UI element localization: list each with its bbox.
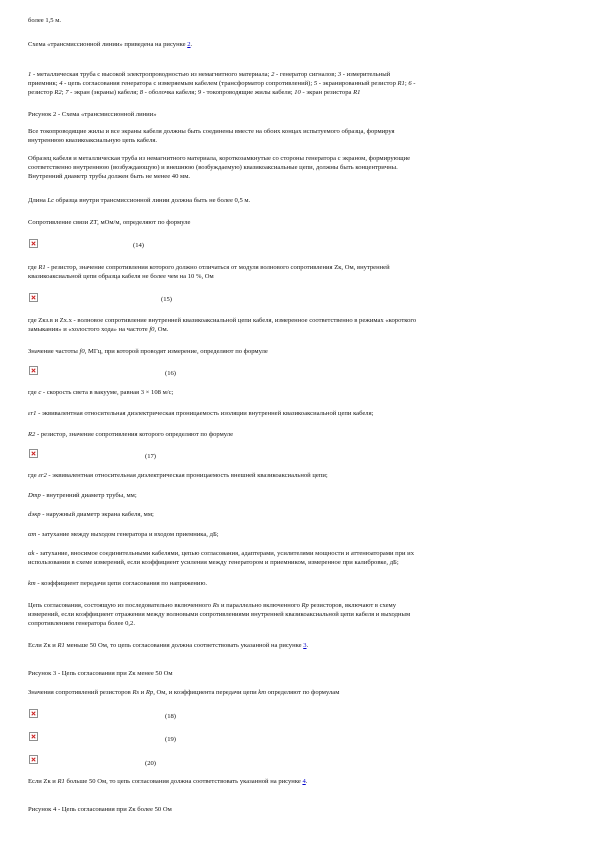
text-line: [28, 155, 568, 164]
text-run: - резистор, значение сопротивления которого должно отличаться от модуля волнового сопротивления Zк, Ом, внутренней: [45, 264, 390, 271]
text-run: , Ом, и коэффициента передачи цепи: [153, 689, 259, 696]
text-run: - оболочка кабеля;: [143, 89, 198, 96]
text-run: Схема «трансмиссионной линии» приведена на рисунке: [28, 41, 188, 48]
broken-image-icon: [29, 293, 38, 302]
text-run: Если Zк и: [28, 642, 58, 649]
text-run: использовании в схеме измерений, если коэффициент усиления между генератором и приемником, измеренное при калибровке, дБ;: [28, 559, 399, 566]
text-run: больше 50 Ом, то цепь согласования должна соответствовать указанной на рисунке: [64, 778, 303, 785]
text-run: резистор: [28, 89, 55, 96]
text-line: [28, 580, 568, 589]
text-line: [28, 689, 568, 698]
italic-symbol: 4: [59, 80, 63, 87]
broken-image-icon: [29, 755, 38, 764]
text-run: квазикоаксиальной цепи образца кабеля не более чем на 10 %, Ом: [28, 273, 214, 280]
text-line: [28, 550, 568, 559]
text-run: Рисунок 2 - Схема «трансмиссионной линии»: [28, 111, 157, 118]
text-run: - металлическая труба с высокой электропроводностью из немагнитного материала;: [31, 71, 272, 78]
text-run: .: [305, 778, 308, 785]
text-run: - наружный диаметр экрана кабеля, мм;: [40, 511, 154, 518]
text-run: ;: [404, 80, 409, 87]
text-run: где: [28, 472, 39, 479]
text-run: ;: [61, 89, 66, 96]
text-run: -: [411, 80, 416, 87]
italic-symbol: 3: [337, 71, 342, 78]
text-run: - экран (экраны) кабеля;: [68, 89, 140, 96]
italic-symbol: R2: [54, 89, 62, 96]
italic-symbol: 5: [313, 80, 318, 87]
equation-number: (20): [145, 760, 156, 767]
italic-symbol: km: [258, 689, 266, 696]
text-run: - скорость света в вакууме, равная 3 × 108 м/с;: [41, 389, 174, 396]
text-run: резисторов, включают в схему: [308, 602, 396, 609]
equation-number: (14): [133, 242, 144, 249]
text-run: Если Zк и: [28, 778, 58, 785]
text-line: [28, 492, 568, 501]
italic-symbol: R1: [57, 642, 65, 649]
figure-caption: [28, 111, 568, 120]
italic-symbol: εr2: [38, 472, 47, 479]
text-line: [28, 611, 568, 620]
text-line: [28, 511, 568, 520]
italic-symbol: Rs: [212, 602, 220, 609]
text-run: - экранированный резистор: [317, 80, 398, 87]
text-run: .: [306, 642, 309, 649]
equation-number: (18): [165, 713, 176, 720]
italic-symbol: 7: [65, 89, 69, 96]
italic-symbol: 2: [271, 71, 275, 78]
equation-number: (16): [165, 370, 176, 377]
figure-link[interactable]: 3: [303, 642, 307, 649]
text-run: - внутренний диаметр трубы, мм;: [40, 492, 137, 499]
text-run: где: [28, 264, 39, 271]
text-line: [28, 620, 568, 629]
italic-symbol: αm: [28, 531, 37, 538]
text-run: , Ом.: [154, 326, 169, 333]
broken-image-icon: [29, 449, 38, 458]
text-run: - коэффициент передачи цепи согласования по напряжению.: [35, 580, 208, 587]
text-run: - резистор, значение сопротивления которого определяют по формуле: [35, 431, 234, 438]
italic-symbol: Lс: [47, 197, 55, 204]
text-line: [28, 128, 568, 137]
italic-symbol: dэкр: [28, 511, 41, 518]
text-run: Рисунок 4 - Цепь согласования при Zк более 50 Ом: [28, 806, 172, 813]
italic-symbol: ZT: [89, 219, 98, 226]
text-run: внутреннюю квазикоаксиальную цепь кабеля.: [28, 137, 158, 144]
italic-symbol: R2: [28, 431, 36, 438]
italic-symbol: εr1: [28, 410, 37, 417]
italic-symbol: km: [28, 580, 36, 587]
text-run: приемник;: [28, 80, 60, 87]
text-run: Образец кабеля и металлическая труба из немагнитного материала, короткозамкнутые со стороны генератора с экраном, формирующие: [28, 155, 411, 162]
text-run: измерений, если коэффициент отражения между волновыми сопротивлениями внутренней квазикоаксиальной цепи кабеля и выходным: [28, 611, 411, 618]
text-run: Длина: [28, 197, 48, 204]
italic-symbol: R1: [397, 80, 405, 87]
text-line: [28, 602, 568, 611]
text-run: и параллельно включенного: [219, 602, 302, 609]
text-run: - эквивалентная относительная диэлектрическая проницаемость изоляции внутренней квазикоаксиальной цепи кабеля;: [36, 410, 374, 417]
text-line: [28, 164, 568, 173]
text-run: и: [139, 689, 146, 696]
text-run: где: [28, 389, 39, 396]
italic-symbol: c: [38, 389, 42, 396]
legend-line: [28, 89, 568, 98]
text-run: Сопротивление связи: [28, 219, 90, 226]
text-run: .: [190, 41, 193, 48]
text-line: [28, 431, 568, 440]
figure-2-reference: [28, 41, 568, 50]
italic-symbol: Rp: [301, 602, 309, 609]
text-line: [28, 472, 568, 481]
text-run: соответственно внутреннюю (возбуждающую) и внешнюю (возбуждаемую) квазикоаксиальные цепи, должны быть концентричны.: [28, 164, 398, 171]
italic-symbol: f0: [149, 326, 155, 333]
broken-image-icon: [29, 732, 38, 741]
italic-symbol: Rs: [132, 689, 140, 696]
italic-symbol: Dтр: [28, 492, 41, 499]
italic-symbol: 1: [28, 71, 32, 78]
italic-symbol: 6: [408, 80, 412, 87]
italic-symbol: 10: [294, 89, 301, 96]
text-line: [28, 389, 568, 398]
figure-3-reference: [28, 642, 568, 651]
text-run: Значение частоты: [28, 348, 80, 355]
text-run: образца внутри трансмиссионной линии должна быть не более 0,5 м.: [54, 197, 251, 204]
text-run: Внутренний диаметр трубы должен быть не менее 40 мм.: [28, 173, 191, 180]
text-line: [28, 410, 568, 419]
italic-symbol: 9: [197, 89, 202, 96]
italic-symbol: αk: [28, 550, 35, 557]
text-run: замыкания» и «холостого хода» на частоте: [28, 326, 150, 333]
equation-number: (15): [161, 296, 172, 303]
text-line: [28, 137, 568, 146]
figure-4-reference: [28, 778, 568, 787]
text-run: - генератор сигналов;: [274, 71, 338, 78]
text-run: - цепь согласования генератора с измеряемым кабелем (трансформатор сопротивлений);: [62, 80, 314, 87]
text-run: сопротивлением генератора более 0,2.: [28, 620, 135, 627]
figure-caption: [28, 806, 568, 815]
text-line: [28, 317, 568, 326]
text-run: Значения сопротивлений резисторов: [28, 689, 133, 696]
italic-symbol: R1: [38, 264, 46, 271]
text-line: [28, 273, 568, 282]
text-run: меньше 50 Ом, то цепь согласования должна соответствовать указанной на рисунке: [64, 642, 304, 649]
text-run: - токопроводящие жилы кабеля;: [201, 89, 295, 96]
text-run: - затухание, вносимое соединительными кабелями, цепью согласования, адаптерами, усилителями мощности и аттенюаторами при их: [34, 550, 415, 557]
text-line: [28, 326, 568, 335]
text-line: [28, 219, 568, 228]
text-run: Рисунок 3 - Цепь согласования при Zк менее 50 Ом: [28, 670, 173, 677]
text-run: - измерительный: [341, 71, 391, 78]
text-run: , МГц, при которой проводят измерение, определяют по формуле: [84, 348, 268, 355]
italic-symbol: R1: [353, 89, 361, 96]
italic-symbol: Rp: [145, 689, 154, 696]
text-run: - затухание между выходом генератора и входом приемника, дБ;: [36, 531, 219, 538]
text-line: [28, 17, 568, 26]
equation-number: (17): [145, 453, 156, 460]
text-run: Все токопроводящие жилы и все экраны кабеля должны быть соединены вместе на обоих концах испытуемого образца, формируя: [28, 128, 395, 135]
text-run: определяют по формулам: [265, 689, 340, 696]
figure-caption: [28, 670, 568, 679]
text-line: [28, 173, 568, 182]
text-line: [28, 531, 568, 540]
italic-symbol: R1: [57, 778, 65, 785]
italic-symbol: 8: [139, 89, 144, 96]
text-line: [28, 264, 568, 273]
legend-line: [28, 71, 568, 80]
text-run: где Zкз.в и Zх.х - волновое сопротивление внутренней квазикоаксиальной цепи кабеля, измеренное соответственно в режимах «короткого: [28, 317, 417, 324]
text-run: - эквивалентная относительная диэлектрическая проницаемость внешней квазикоаксиальной цепи;: [46, 472, 328, 479]
italic-symbol: f0: [79, 348, 85, 355]
equation-number: (19): [165, 736, 176, 743]
text-line: [28, 559, 568, 568]
figure-link[interactable]: 2: [187, 41, 191, 48]
text-line: [28, 197, 568, 206]
text-run: более 1,5 м.: [28, 17, 62, 24]
legend-line: [28, 80, 568, 89]
text-run: - экран резистора: [300, 89, 354, 96]
broken-image-icon: [29, 709, 38, 718]
text-run: Цепь согласования, состоящую из последовательно включенного: [28, 602, 213, 609]
figure-link[interactable]: 4: [302, 778, 306, 785]
broken-image-icon: [29, 366, 38, 375]
text-line: [28, 348, 568, 357]
text-run: , мОм/м, определяют по формуле: [97, 219, 191, 226]
broken-image-icon: [29, 239, 38, 248]
